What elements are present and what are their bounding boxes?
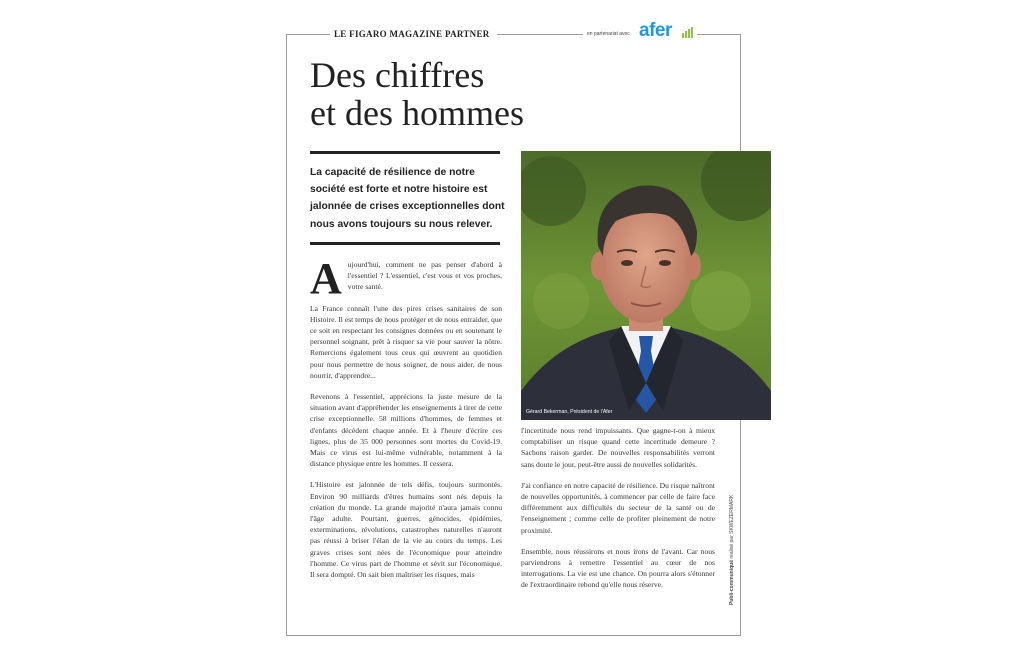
paragraph-4: L'Histoire est jalonnée de tels défis, toujours surmontés. Environ 90 milliards d'êtres humains sont nés depuis la création du monde. La grande majorité n'aura jamais connu l'âge adulte. Pourtant, guerres, génocides, épidémies, exterminations, révolutions, catastrophes naturelles n'auront pas réussi à briser l'élan de la vie au cours du temps. Les graves crises sont nées de l'économique pour atteindre l'homme. Ce virus part de l'homme et sévit sur l'économique. Il sera dompté. On sait bien maîtriser les risques, mais <box>310 480 502 580</box>
publi-communique-bold: Publi-communiqué <box>729 560 735 605</box>
paragraph-2: La France connaît l'une des pires crises sanitaires de son Histoire. Il est temps de nous protéger et de nous entraider, que ce soit en respectant les consignes données ou en soutenant le personnel soignant, prêt à risquer sa vie pour sauver la nôtre. Remercions également tous ceux qui œuvrent au quotidien pour nous permettre de nous soigner, de nous aider, de nous nourrir, d'apprendre... <box>310 303 502 380</box>
frame-top-left <box>286 34 330 35</box>
masthead-suffix: PARTNER <box>442 29 490 39</box>
paragraph-6: J'ai confiance en notre capacité de résilience. Du risque naîtront de nouvelles opportunités, à commencer par celle de faire face différemment aux difficultés du secteur de la santé ou de l'enseignement ; comme celle de profiter pleinement de notre proximité. <box>521 480 715 535</box>
lead-rule-top <box>310 151 500 154</box>
publi-communique-rest: réalisé par SKWEZERMARK <box>729 494 735 560</box>
frame-top-right <box>697 34 740 35</box>
dropcap: A <box>310 254 342 303</box>
lead-paragraph: La capacité de résilience de notre société est forte et notre histoire est jalonnée de crises exceptionnelles dont nous avons toujours su nous relever. <box>310 167 505 230</box>
paragraph-3: Revenons à l'essentiel, apprécions la juste mesure de la situation avant d'appréhender les enseignements à tirer de cette crise exceptionnelle. 58 millions d'hommes, de femmes et d'enfants décèdent chaque année. Et à l'heure d'écrire ces lignes, plus de 35 000 personnes sont mortes du Covid-19. Mais ce virus est lui-même vulnérable, notamment à la distance physique entre les hommes. Il cessera. <box>310 392 502 469</box>
frame-right <box>740 34 741 151</box>
paragraph-5: l'incertitude nous rend impuissants. Que gagne-t-on à mieux comptabiliser un risque quand cette incertitude demeure ? Sachons raison garder. De nouvelles responsabilités verront sans doute le jour, peut-être aussi de nouvelles solidarités. <box>521 426 715 469</box>
afer-logo: afer <box>639 20 672 41</box>
frame-top-mid <box>497 34 583 35</box>
paragraph-1 <box>310 254 502 303</box>
portrait-illustration <box>521 151 771 420</box>
article-title <box>310 56 524 132</box>
partner-text: en partenariat avec <box>587 31 630 37</box>
paragraph-7: Ensemble, nous réussirons et nous irons de l'avant. Car nous parviendrons à remettre l'essentiel au cœur de nos interrogations. La vie est une chance. On pourra alors s'étonner de l'extraordinaire rebond qu'elle nous réserve. <box>521 546 715 590</box>
masthead-main: LE FIGARO MAGAZINE <box>334 29 443 39</box>
portrait-photo <box>521 151 771 420</box>
frame-right-lower <box>740 420 741 635</box>
afer-bars-icon <box>682 27 694 38</box>
lead-rule-bottom <box>310 242 500 245</box>
paragraph-1-text: ujourd'hui, comment ne pas penser d'abord à l'essentiel ? L'essentiel, c'est vous et vos proches, votre santé. <box>347 260 502 292</box>
frame-left <box>286 34 287 635</box>
title-line-2: et des hommes <box>310 93 524 133</box>
publi-communique-label <box>729 495 735 605</box>
photo-caption: Gérard Bekerman, Président de l'Afer <box>526 409 613 415</box>
title-line-1: Des chiffres <box>310 55 485 95</box>
masthead <box>334 29 490 39</box>
column-right <box>521 425 715 601</box>
frame-bottom <box>286 635 741 636</box>
column-left <box>310 254 502 590</box>
